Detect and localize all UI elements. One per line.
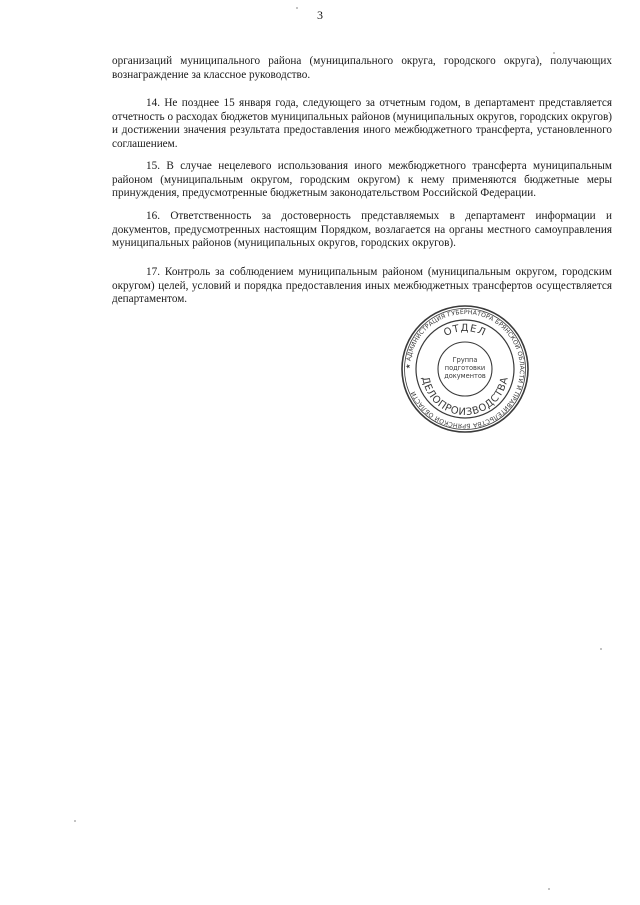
scan-speck bbox=[548, 888, 550, 890]
scan-speck bbox=[296, 7, 298, 9]
paragraph-14: 14. Не позднее 15 января года, следующего за отчетным годом, в департамент представляется отчетность о расходах бюджетов муниципальных районов (муниципальных округов, городских округов) и достижении значения результата предоставления иного межбюджетного трансферта, установленного соглашением. bbox=[112, 97, 612, 150]
page-number: 3 bbox=[317, 8, 323, 22]
svg-text:ОТДЕЛ bbox=[442, 323, 488, 339]
official-stamp bbox=[400, 304, 530, 434]
scan-speck bbox=[553, 52, 555, 54]
stamp-center-line3: документов bbox=[444, 372, 486, 380]
scan-speck bbox=[600, 648, 602, 650]
stamp-center-line1: Группа bbox=[452, 356, 478, 364]
scan-speck bbox=[74, 820, 76, 822]
stamp-outer-text: ★ АДМИНИСТРАЦИЯ ГУБЕРНАТОРА БРЯНСКОЙ ОБЛАСТИ И ПРАВИТЕЛЬСТВА БРЯНСКОЙ ОБЛАСТИ bbox=[404, 308, 526, 430]
paragraph-15: 15. В случае нецелевого использования иного межбюджетного трансферта муниципальным районом (муниципальным округом, городским округом) к нему применяются бюджетные меры принуждения, предусмотренные бюджетным законодательством Российской Федерации. bbox=[112, 160, 612, 200]
stamp-arc-bottom: ДЕЛОПРОИЗВОДСТВА bbox=[419, 375, 511, 419]
stamp-seal-icon bbox=[400, 304, 530, 434]
paragraph-16: 16. Ответственность за достоверность представляемых в департамент информации и документов, предусмотренных настоящим Порядком, возлагается на органы местного самоуправления муниципальных районов (муниципальных округов, городских округов). bbox=[112, 210, 612, 250]
paragraph-17: 17. Контроль за соблюдением муниципальным районом (муниципальным округом, городским округом) целей, условий и порядка предоставления иных межбюджетных трансфертов осуществляется департаментом. bbox=[112, 266, 612, 306]
stamp-center-line2: подготовки bbox=[444, 364, 486, 372]
stamp-arc-top: ОТДЕЛ bbox=[442, 323, 488, 339]
paragraph-continuation: организаций муниципального района (муниципального округа, городского округа), получающих вознаграждение за классное руководство. bbox=[112, 55, 612, 81]
